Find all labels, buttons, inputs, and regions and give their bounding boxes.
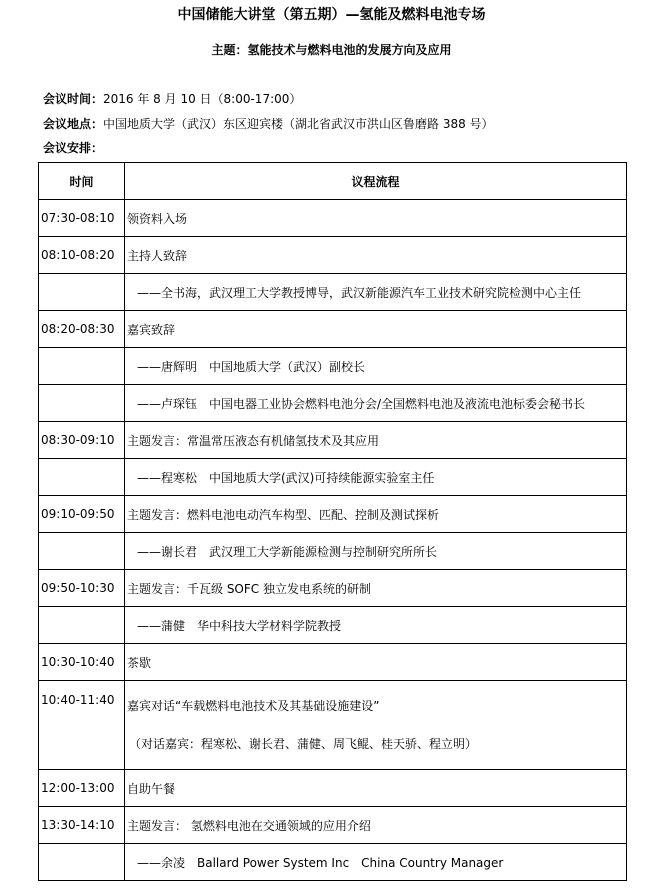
row-time: 08:10-08:20 (39, 237, 125, 274)
table-row (39, 274, 627, 311)
header-time: 时间 (39, 163, 125, 200)
table-row (39, 644, 627, 681)
agenda-table (38, 162, 627, 881)
row-time (39, 844, 125, 881)
row-text: ——唐辉明 中国地质大学（武汉）副校长 (125, 348, 627, 385)
row-time: 12:00-13:00 (39, 770, 125, 807)
table-header-row (39, 163, 627, 200)
row-time: 10:30-10:40 (39, 644, 125, 681)
row-time: 08:20-08:30 (39, 311, 125, 348)
row-time (39, 274, 125, 311)
meeting-agenda (43, 139, 103, 157)
row-text: 领资料入场 (125, 200, 627, 237)
row-time: 08:30-09:10 (39, 422, 125, 459)
table-row (39, 348, 627, 385)
row-time (39, 348, 125, 385)
row-time: 13:30-14:10 (39, 807, 125, 844)
table-row (39, 533, 627, 570)
row-text: 嘉宾致辞 (125, 311, 627, 348)
row-text: ——全书海，武汉理工大学教授博导，武汉新能源汽车工业技术研究院检测中心主任 (125, 274, 627, 311)
meeting-time-label: 会议时间： (43, 92, 104, 106)
row-text: ——蒲健 华中科技大学材料学院教授 (125, 607, 627, 644)
table-row (39, 770, 627, 807)
table-row (39, 681, 627, 770)
table-row (39, 807, 627, 844)
table-row (39, 496, 627, 533)
row-time (39, 533, 125, 570)
page-title: 中国储能大讲堂（第五期）—氢能及燃料电池专场 (177, 7, 486, 23)
row-time: 09:10-09:50 (39, 496, 125, 533)
dialogue-title: 嘉宾对话“车载燃料电池技术及其基础设施建设” (127, 699, 380, 713)
row-time (39, 385, 125, 422)
row-time: 10:40-11:40 (39, 681, 125, 770)
row-text-multi (125, 681, 627, 770)
meeting-time (43, 90, 301, 108)
row-text: 主题发言：常温常压液态有机储氢技术及其应用 (125, 422, 627, 459)
dialogue-guests: （对话嘉宾：程寒松、谢长君、蒲健、周飞鲲、桂天骄、程立明） (129, 737, 478, 751)
row-time (39, 607, 125, 644)
row-text: ——卢琛钰 中国电器工业协会燃料电池分会/全国燃料电池及液流电池标委会秘书长 (125, 385, 627, 422)
table-row (39, 237, 627, 274)
meeting-agenda-label: 会议安排： (43, 141, 104, 155)
table-row (39, 570, 627, 607)
table-row (39, 311, 627, 348)
row-time: 09:50-10:30 (39, 570, 125, 607)
row-time (39, 459, 125, 496)
table-row (39, 200, 627, 237)
table-row (39, 459, 627, 496)
table-row (39, 844, 627, 881)
row-time: 07:30-08:10 (39, 200, 125, 237)
row-text: ——余凌 Ballard Power System Inc China Country Manager (125, 844, 627, 881)
row-text: 主题发言： 氢燃料电池在交通领域的应用介绍 (125, 807, 627, 844)
table-row (39, 607, 627, 644)
meeting-place (43, 115, 494, 133)
page-subtitle: 主题：氢能技术与燃料电池的发展方向及应用 (211, 43, 452, 57)
row-text: 茶歇 (125, 644, 627, 681)
header-flow: 议程流程 (125, 163, 627, 200)
table-row (39, 422, 627, 459)
meeting-place-value: 中国地质大学（武汉）东区迎宾楼（湖北省武汉市洪山区鲁磨路 388 号） (103, 117, 494, 131)
row-text: 主持人致辞 (125, 237, 627, 274)
row-text: ——谢长君 武汉理工大学新能源检测与控制研究所所长 (125, 533, 627, 570)
meeting-place-label: 会议地点： (43, 117, 104, 131)
row-text: 主题发言：燃料电池电动汽车构型、匹配、控制及测试探析 (125, 496, 627, 533)
row-text: ——程寒松 中国地质大学(武汉)可持续能源实验室主任 (125, 459, 627, 496)
row-text: 自助午餐 (125, 770, 627, 807)
row-text: 主题发言：千瓦级 SOFC 独立发电系统的研制 (125, 570, 627, 607)
meeting-time-value: 2016 年 8 月 10 日（8:00-17:00） (103, 92, 302, 106)
table-row (39, 385, 627, 422)
